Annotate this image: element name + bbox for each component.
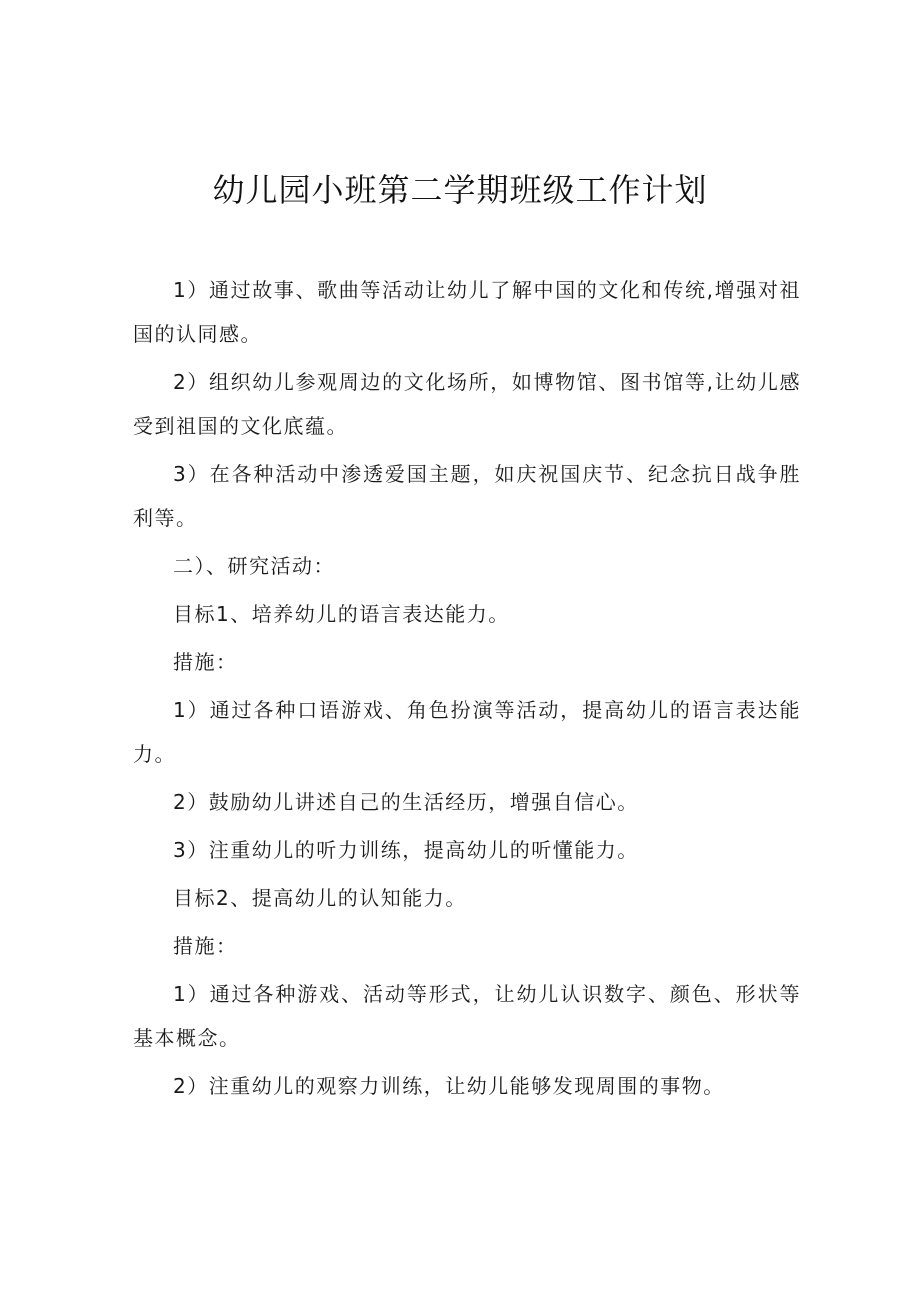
- measures-label-2: 措施：: [173, 934, 238, 958]
- measure-1-1: 1）通过各种口语游戏、角色扮演等活动，提高幼儿的语言表达能力。: [133, 698, 801, 766]
- paragraph-1: 1）通过故事、歌曲等活动让幼儿了解中国的文化和传统,增强对祖国的认同感。: [133, 278, 801, 346]
- goal-1: 目标1、培养幼儿的语言表达能力。: [173, 602, 510, 626]
- paragraph-2: 2）组织幼儿参观周边的文化场所，如博物馆、图书馆等,让幼儿感受到祖国的文化底蕴。: [133, 370, 801, 438]
- measure-1-3: 3）注重幼儿的听力训练，提高幼儿的听懂能力。: [173, 838, 639, 862]
- measures-label-1: 措施：: [173, 650, 238, 674]
- measure-2-1: 1）通过各种游戏、活动等形式，让幼儿认识数字、颜色、形状等基本概念。: [133, 982, 801, 1050]
- document-body: [133, 268, 801, 1108]
- goal-2: 目标2、提高幼儿的认知能力。: [173, 886, 467, 910]
- measure-2-2: 2）注重幼儿的观察力训练，让幼儿能够发现周围的事物。: [173, 1074, 725, 1098]
- section-heading: 二）、研究活动：: [173, 554, 335, 578]
- paragraph-3: 3）在各种活动中渗透爱国主题，如庆祝国庆节、纪念抗日战争胜利等。: [133, 462, 801, 530]
- measure-1-2: 2）鼓励幼儿讲述自己的生活经历，增强自信心。: [173, 790, 639, 814]
- document-title: 幼儿园小班第二学期班级工作计划: [212, 171, 708, 209]
